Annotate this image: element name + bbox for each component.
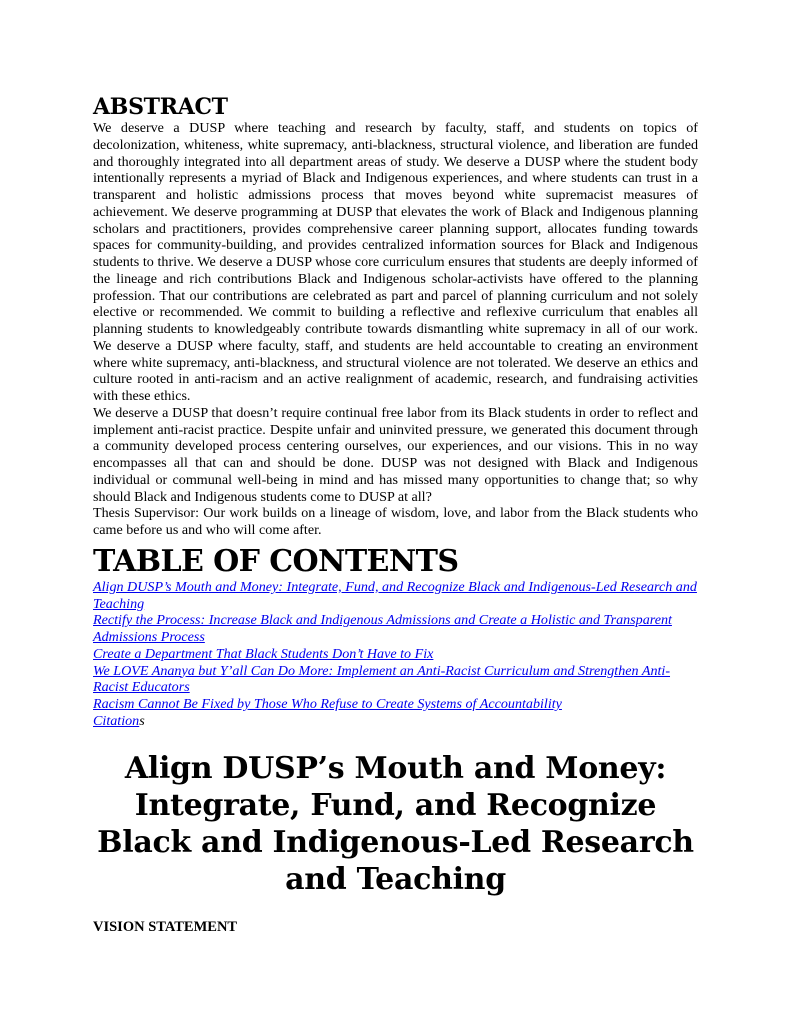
toc-link-citations[interactable]: [93, 713, 698, 730]
abstract-heading: ABSTRACT: [93, 94, 228, 120]
toc-link-create-department[interactable]: Create a Department That Black Students Don’t Have to Fix: [93, 645, 434, 662]
document-page: [93, 94, 698, 936]
toc-link-align-dusp[interactable]: Align DUSP’s Mouth and Money: Integrate, Fund, and Recognize Black and Indigenous-Led Research and Teaching: [93, 578, 697, 612]
toc-link-citations-label: Citation: [93, 712, 140, 729]
toc-link-rectify-process[interactable]: Rectify the Process: Increase Black and Indigenous Admissions and Create a Holistic and Transparent Admissions Process: [93, 612, 672, 645]
toc-link-citations-tail: s: [139, 712, 145, 729]
abstract-paragraph-2: We deserve a DUSP that doesn’t require continual free labor from its Black students in order to reflect and implement anti-racist practice. Despite unfair and uninvited pressure, we generated this document through a community developed process centering ourselves, our experiences, and our visions. This in no way encompasses all that can and should be done. DUSP was not designed with Black and Indigenous individual or communal well-being in mind and has missed many opportunities to change that; so why should Black and Indigenous students come to DUSP at all?: [93, 404, 698, 505]
toc-heading: TABLE OF CONTENTS: [93, 543, 459, 579]
abstract-paragraph-3: Thesis Supervisor: Our work builds on a lineage of wisdom, love, and labor from the Black students who came before us and who will come after.: [93, 505, 698, 538]
vision-statement-heading: VISION STATEMENT: [93, 918, 238, 935]
abstract-paragraph-1: We deserve a DUSP where teaching and research by faculty, staff, and students on topics of decolonization, whiteness, white supremacy, anti-blackness, structural violence, and liberation are funded and thoroughly integrated into all department areas of study. We deserve a DUSP where the student body intentionally represents a myriad of Black and Indigenous experiences, and where students can trust in a transparent and holistic admissions process that moves beyond white supremacist measures of achievement. We deserve programming at DUSP that elevates the work of Black and Indigenous planning scholars and practitioners, provides comprehensive career planning support, allocates funding towards spaces for community-building, and provides centralized information sources for Black and Indigenous students to thrive. We deserve a DUSP whose core curriculum ensures that students are deeply informed of the lineage and rich contributions Black and Indigenous scholar-activists have offered to the planning profession. That our contributions are celebrated as part and parcel of planning curriculum and not solely elective or recommended. We commit to building a reflective and reflexive curriculum that enables all planning students to knowledgeably contribute towards dismantling white supremacy in all of our work. We deserve a DUSP where faculty, staff, and students are held accountable to creating an environment where white supremacy, anti-blackness, and structural violence are not tolerated. We deserve an ethics and culture rooted in anti-racism and an active realignment of academic, research, and fundraising activities with these ethics.: [93, 120, 698, 404]
section-heading: Align DUSP’s Mouth and Money: Integrate, Fund, and Recognize Black and Indigenous-Led Research and Teaching: [97, 750, 694, 897]
toc-link-accountability[interactable]: Racism Cannot Be Fixed by Those Who Refuse to Create Systems of Accountability: [93, 696, 562, 712]
toc-link-anti-racist-curriculum[interactable]: We LOVE Ananya but Y’all Can Do More: Implement an Anti-Racist Curriculum and Strengthen Anti-Racist Educators: [93, 662, 671, 696]
table-of-contents: [93, 579, 698, 730]
